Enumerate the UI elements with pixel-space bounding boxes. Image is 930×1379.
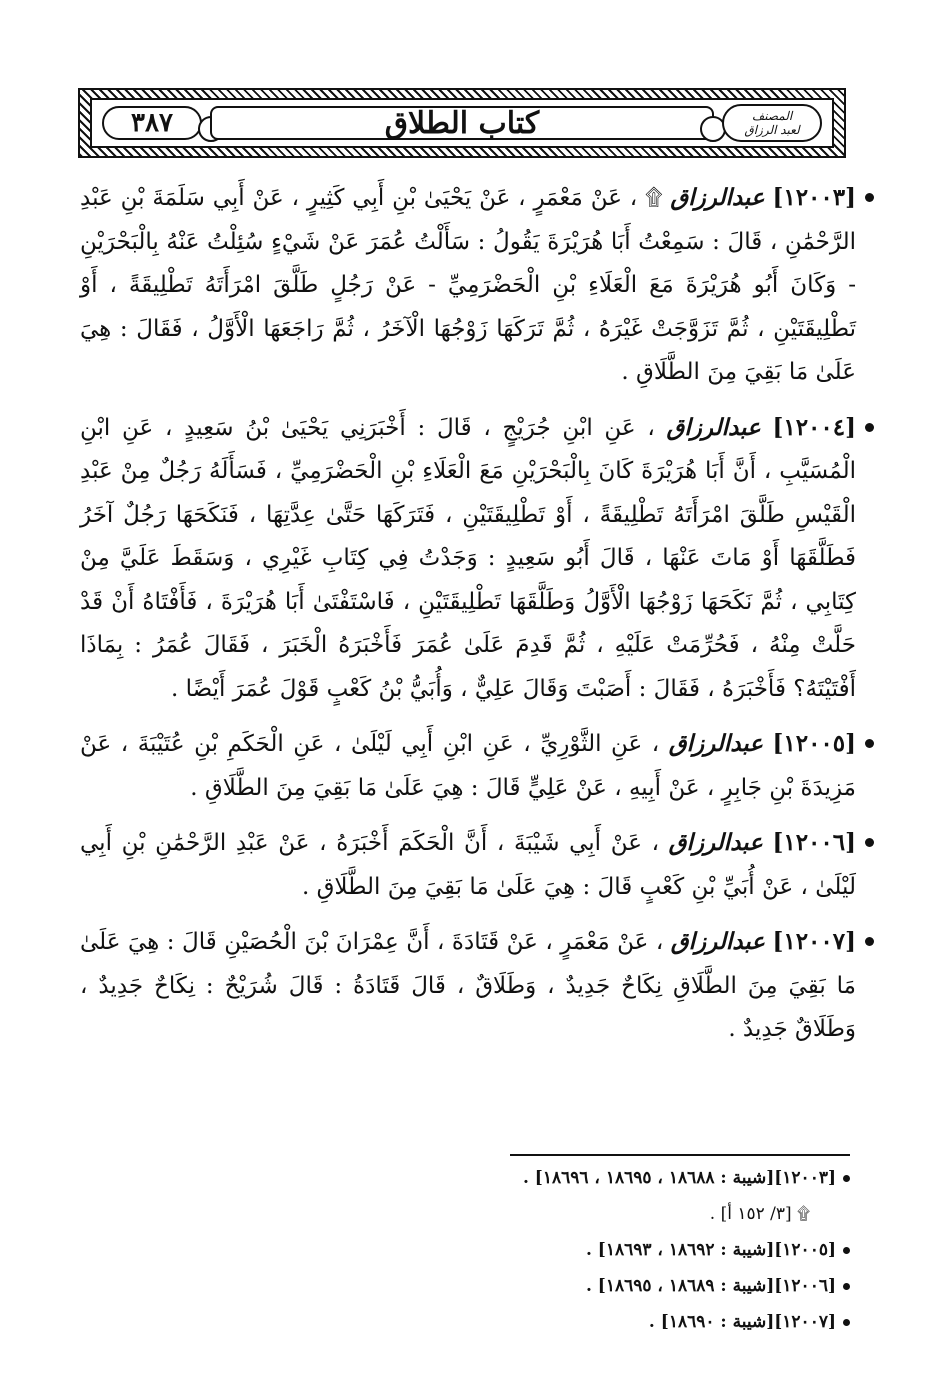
bullet-icon [865, 739, 874, 748]
footnotes [56, 1160, 850, 1340]
bullet-icon [865, 838, 874, 847]
footnote-text: [١٢٠٠٦][شيبة : ١٨٦٨٩ ، ١٨٦٩٥] . [585, 1276, 836, 1296]
hadith-entry [80, 722, 874, 810]
entry-author: عبدالرزاق [670, 184, 765, 211]
hadith-entry [80, 176, 874, 395]
page-number: ٣٨٧ [102, 106, 202, 140]
entry-author: عبدالرزاق [668, 730, 763, 757]
footnote [56, 1196, 850, 1232]
entry-author: عبدالرزاق [668, 829, 763, 856]
seal-line2: لعبد الرزاق [744, 123, 800, 137]
bullet-icon [865, 193, 874, 202]
entry-number: [١٢٠٠٣] [772, 184, 857, 211]
footnote-text: [١٢٠٠٣][شيبة : ١٨٦٨٨ ، ١٨٦٩٥ ، ١٨٦٩٦] . [522, 1168, 836, 1188]
footnote-text: [١٢٠٠٥][شيبة : ١٨٦٩٢ ، ١٨٦٩٣] . [585, 1240, 836, 1260]
book-seal [722, 104, 822, 142]
chapter-title-box [210, 106, 714, 140]
entry-text: ، عَنْ مَعْمَرٍ ، عَنْ قَتَادَةَ ، أَنَّ عِمْرَانَ بْنَ الْحُصَيْنِ قَالَ : هِيَ عَلَىٰ مَا بَقِيَ مِنَ الطَّلَاقِ نِكَاحٌ جَدِيدٌ ، وَطَلَاقٌ ، قَالَ قَتَادَةُ : قَالَ شُرَيْحٌ : نِكَاحٌ جَدِيدٌ ، وَطَلَاقٌ جَدِيدٌ . [80, 929, 856, 1042]
bullet-icon [843, 1319, 850, 1326]
entry-number: [١٢٠٠٧] [772, 928, 857, 955]
bullet-icon [843, 1283, 850, 1290]
entry-author: عبدالرزاق [670, 928, 765, 955]
entry-number: [١٢٠٠٤] [772, 413, 857, 441]
hadith-entry [80, 920, 874, 1052]
bullet-icon [843, 1175, 850, 1182]
footnote [56, 1268, 850, 1304]
entry-number: [١٢٠٠٥] [772, 730, 857, 757]
chapter-title: كتاب الطلاق [384, 105, 540, 141]
seal-line1: المصنف [751, 109, 793, 123]
bullet-icon [865, 937, 874, 946]
footnote-text: [١٢٠٠٧][شيبة : ١٨٦٩٠] . [648, 1312, 836, 1332]
entry-author: عبدالرزاق [666, 413, 761, 441]
footnote [56, 1304, 850, 1340]
footnote [56, 1160, 850, 1196]
entry-text: ، عَنْ أَبِي شَيْبَةَ ، أَنَّ الْحَكَمَ أَخْبَرَهُ ، عَنْ عَبْدِ الرَّحْمَٰنِ بْنِ أَبِي لَيْلَىٰ ، عَنْ أُبَيِّ بْنِ كَعْبٍ قَالَ : هِيَ عَلَىٰ مَا بَقِيَ مِنَ الطَّلَاقِ . [80, 830, 856, 900]
entry-number: [١٢٠٠٦] [772, 829, 857, 856]
entry-text: ، عَنِ الثَّوْرِيِّ ، عَنِ ابْنِ أَبِي لَيْلَىٰ ، عَنِ الْحَكَمِ بْنِ عُتَيْبَةَ ، عَنْ مَزِيدَةَ بْنِ جَابِرٍ ، عَنْ أَبِيهِ ، عَنْ عَلِيٍّ قَالَ : هِيَ عَلَىٰ مَا بَقِيَ مِنَ الطَّلَاقِ . [80, 731, 856, 801]
footnote [56, 1232, 850, 1268]
hadith-entry [80, 406, 874, 712]
hadith-entry [80, 821, 874, 909]
main-text [80, 176, 874, 1063]
bullet-icon [865, 423, 874, 432]
footnote-divider [510, 1154, 850, 1156]
entry-text: ، عَنِ ابْنِ جُرَيْجٍ ، قَالَ : أَخْبَرَنِي يَحْيَىٰ بْنُ سَعِيدٍ ، عَنِ ابْنِ الْمُسَيَّبِ ، أَنَّ أَبَا هُرَيْرَةَ كَانَ بِالْبَحْرَيْنِ مَعَ الْعَلَاءِ بْنِ الْحَضْرَمِيِّ ، فَسَأَلَهُ رَجُلٌ مِنْ عَبْدِ الْقَيْسِ طَلَّقَ امْرَأَتَهُ تَطْلِيقَةً ، أَوْ تَطْلِيقَتَيْنِ ، فَتَرَكَهَا حَتَّىٰ عِدَّتِهَا ، فَنَكَحَهَا رَجُلٌ آخَرُ فَطَلَّقَهَا أَوْ مَاتَ عَنْهَا ، قَالَ أَبُو سَعِيدٍ : وَجَدْتُ فِي كِتَابِ غَيْرِي ، وَسَقَطَ عَلَيَّ مِنْ كِتَابِي ، ثُمَّ نَكَحَهَا زَوْجُهَا الْأَوَّلُ وَطَلَّقَهَا تَطْلِيقَتَيْنِ ، فَاسْتَفْتَىٰ أَبَا هُرَيْرَةَ ، فَأَفْتَاهُ أَنْ قَدْ حَلَّتْ مِنْهُ ، فَحُرِّمَتْ عَلَيْهِ ، ثُمَّ قَدِمَ عَلَىٰ عُمَرَ فَأَخْبَرَهُ الْخَبَرَ ، فَقَالَ عُمَرُ : بِمَاذَا أَفْتَيْتَهُ؟ فَأَخْبَرَهُ ، فَقَالَ : أَصَبْتَ وَقَالَ عَلِيٌّ ، وَأُبَيُّ بْنُ كَعْبٍ قَوْلَ عُمَرَ أَيْضًا . [80, 414, 856, 702]
header-frame [90, 98, 834, 148]
entry-text: ۩ ، عَنْ مَعْمَرٍ ، عَنْ يَحْيَىٰ بْنِ أَبِي كَثِيرٍ ، عَنْ أَبِي سَلَمَةَ بْنِ عَبْدِ الرَّحْمَٰنِ ، قَالَ : سَمِعْتُ أَبَا هُرَيْرَةَ يَقُولُ : سَأَلْتُ عُمَرَ عَنْ شَيْءٍ سُئِلْتُ عَنْهُ بِالْبَحْرَيْنِ - وَكَانَ أَبُو هُرَيْرَةَ مَعَ الْعَلَاءِ بْنِ الْحَضْرَمِيِّ - عَنْ رَجُلٍ طَلَّقَ امْرَأَتَهُ تَطْلِيقَةً ، أَوْ تَطْلِيقَتَيْنِ ، ثُمَّ تَزَوَّجَتْ غَيْرَهُ ، ثُمَّ تَرَكَهَا زَوْجُهَا الْآخَرُ ، ثُمَّ رَاجَعَهَا الْأَوَّلُ ، فَقَالَ : هِيَ عَلَىٰ مَا بَقِيَ مِنَ الطَّلَاقِ . [80, 185, 856, 385]
bullet-icon [843, 1247, 850, 1254]
footnote-text: ۩ [٣/ ١٥٢ أ] . [709, 1204, 810, 1224]
page-header [78, 88, 846, 158]
